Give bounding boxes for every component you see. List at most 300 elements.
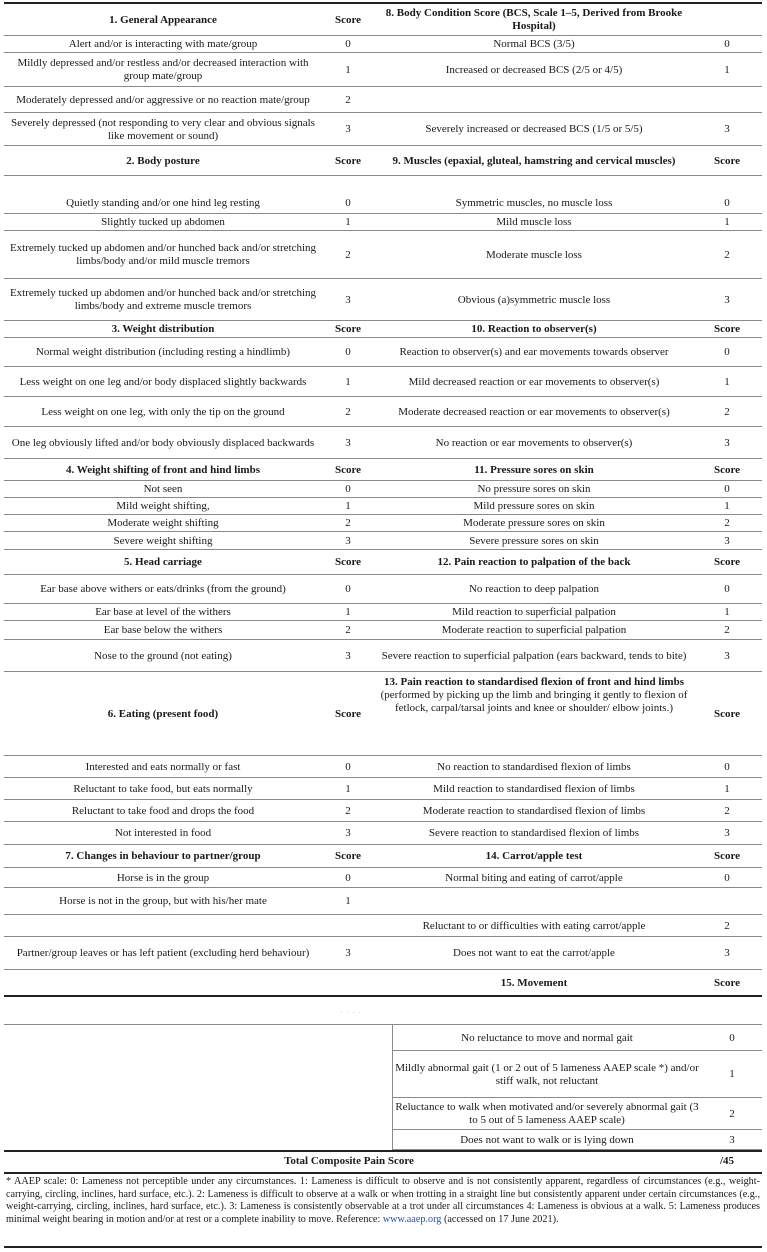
table-row xyxy=(4,498,762,515)
movement-score-text: 2 xyxy=(729,1107,735,1120)
right-score-text: 1 xyxy=(724,782,730,795)
right-score xyxy=(694,604,760,621)
left-description xyxy=(4,87,322,113)
right-score-text: 3 xyxy=(724,827,730,839)
right-description-text: Mild reaction to superficial palpation xyxy=(452,606,616,618)
left-criterion-title-text: 4. Weight shifting of front and hind limbs xyxy=(66,463,260,476)
table-row xyxy=(4,113,762,146)
left-description xyxy=(4,427,322,459)
left-score-text: 2 xyxy=(345,405,351,418)
right-score xyxy=(694,822,760,845)
left-description xyxy=(4,888,322,915)
right-description xyxy=(374,397,694,427)
right-description xyxy=(374,604,694,621)
right-description-text: Severe pressure sores on skin xyxy=(469,534,599,547)
left-score xyxy=(322,604,374,621)
right-score xyxy=(694,800,760,822)
right-score xyxy=(694,214,760,231)
left-score-text: 0 xyxy=(345,197,351,209)
movement-description xyxy=(392,1025,702,1051)
right-description xyxy=(374,778,694,800)
left-description xyxy=(4,575,322,604)
table-row xyxy=(4,214,762,231)
movement-score-label-text: Score xyxy=(713,976,741,989)
left-criterion-title-text: 2. Body posture xyxy=(126,154,200,167)
table-row xyxy=(4,231,762,279)
left-score xyxy=(322,515,374,532)
table-row xyxy=(4,279,762,321)
right-description xyxy=(374,822,694,845)
left-description xyxy=(4,915,322,937)
right-score xyxy=(694,888,760,915)
right-score xyxy=(694,915,760,937)
right-description-text: No reaction or ear movements to observer(s) xyxy=(435,436,633,449)
left-description xyxy=(4,113,322,146)
table-row xyxy=(4,532,762,550)
left-criterion-title xyxy=(4,146,322,176)
left-score xyxy=(322,87,374,113)
right-score-text: 0 xyxy=(724,871,730,884)
section-header-5 xyxy=(4,550,762,575)
right-description xyxy=(374,640,694,672)
right-criterion-title-text: 12. Pain reaction to palpation of the back xyxy=(437,556,631,568)
left-score-label-text: Score xyxy=(334,323,362,335)
left-description xyxy=(4,532,322,550)
right-score-label xyxy=(694,672,760,756)
left-score-text: 0 xyxy=(345,583,351,595)
left-description xyxy=(4,640,322,672)
footnote-tail: (accessed on 17 June 2021). xyxy=(441,1213,559,1225)
divider xyxy=(4,755,762,756)
left-description xyxy=(4,778,322,800)
right-score-label-text: Score xyxy=(713,154,741,167)
table-row xyxy=(4,822,762,845)
left-description-text: Horse is not in the group, but with his/her mate xyxy=(59,895,267,907)
table-row xyxy=(4,937,762,970)
right-description xyxy=(374,214,694,231)
movement-description-text: Does not want to walk or is lying down xyxy=(460,1133,634,1146)
right-score xyxy=(694,87,760,113)
right-description-text: Severe reaction to standardised flexion of limbs xyxy=(428,827,640,839)
left-score xyxy=(322,621,374,640)
right-description-text: Symmetric muscles, no muscle loss xyxy=(455,197,613,209)
right-criterion-title-text: 10. Reaction to observer(s) xyxy=(471,323,597,335)
left-score-text: 3 xyxy=(345,534,351,547)
left-score-text: 3 xyxy=(345,436,351,449)
left-score-text: 0 xyxy=(345,38,351,50)
movement-description xyxy=(392,1098,702,1130)
left-description-text: Interested and eats normally or fast xyxy=(85,761,241,773)
right-description-text: Mild decreased reaction or ear movements to observer(s) xyxy=(408,375,660,388)
table-row xyxy=(4,87,762,113)
table-row xyxy=(4,397,762,427)
left-score-label-text: Score xyxy=(334,850,362,862)
left-description xyxy=(4,937,322,970)
right-description xyxy=(374,36,694,53)
right-score xyxy=(694,397,760,427)
right-description xyxy=(374,621,694,640)
right-score-label-text: Score xyxy=(713,323,741,335)
right-score-label xyxy=(694,550,760,575)
left-criterion-title-text: 1. General Appearance xyxy=(109,13,217,26)
right-description xyxy=(374,757,694,778)
left-score xyxy=(322,757,374,778)
divider xyxy=(4,1172,762,1174)
left-description xyxy=(4,53,322,87)
left-score xyxy=(322,279,374,321)
right-description xyxy=(374,915,694,937)
right-description xyxy=(374,575,694,604)
table-row xyxy=(4,800,762,822)
left-description-text: Ear base below the withers xyxy=(103,624,223,636)
right-score-text: 2 xyxy=(724,248,730,261)
left-score-label xyxy=(322,845,374,868)
right-criterion-title-text: 9. Muscles (epaxial, gluteal, hamstring and cervical muscles) xyxy=(392,154,676,167)
right-score xyxy=(694,498,760,515)
left-description xyxy=(4,231,322,279)
left-score xyxy=(322,193,374,214)
left-description xyxy=(4,515,322,532)
right-score xyxy=(694,640,760,672)
movement-score xyxy=(702,1098,762,1130)
total-value xyxy=(694,1151,760,1172)
right-score xyxy=(694,53,760,87)
left-description xyxy=(4,481,322,498)
right-criterion-title-text: 14. Carrot/apple test xyxy=(485,850,583,862)
left-score-text: 1 xyxy=(345,216,351,228)
left-description-text: Normal weight distribution (including resting a hindlimb) xyxy=(35,346,291,358)
right-description-text: Mild reaction to standardised flexion of limbs xyxy=(433,782,635,795)
left-description-text: Reluctant to take food, but eats normally xyxy=(73,782,253,795)
right-criterion-title xyxy=(374,4,694,36)
right-score-text: 1 xyxy=(724,216,730,228)
right-score xyxy=(694,279,760,321)
right-score-text: 2 xyxy=(724,517,730,529)
right-score xyxy=(694,231,760,279)
left-description-text: Not seen xyxy=(143,483,183,495)
left-description-text: Ear base above withers or eats/drinks (from the ground) xyxy=(40,583,286,595)
left-description xyxy=(4,800,322,822)
right-score xyxy=(694,575,760,604)
right-description-text: Obvious (a)symmetric muscle loss xyxy=(457,293,611,306)
left-description xyxy=(4,214,322,231)
right-score xyxy=(694,113,760,146)
right-score-text: 3 xyxy=(724,123,730,135)
right-description xyxy=(374,888,694,915)
right-score xyxy=(694,427,760,459)
right-description-text: Reaction to observer(s) and ear movements towards observer xyxy=(399,346,669,358)
left-criterion-title xyxy=(4,550,322,575)
left-criterion-title-text: 7. Changes in behaviour to partner/group xyxy=(65,850,261,862)
movement-description-text: Reluctance to walk when motivated and/or severely abnormal gait (3 to 5 out of 5 lameness AAEP scale) xyxy=(395,1101,699,1126)
left-score-text: 3 xyxy=(345,827,351,839)
left-score-label xyxy=(322,321,374,338)
left-description xyxy=(4,338,322,367)
reference-link[interactable]: www.aaep.org xyxy=(382,1213,442,1225)
left-description-text: Severe weight shifting xyxy=(113,534,213,547)
left-score xyxy=(322,937,374,970)
left-score xyxy=(322,231,374,279)
right-description xyxy=(374,481,694,498)
right-score-text: 1 xyxy=(724,63,730,76)
right-score xyxy=(694,515,760,532)
movement-score xyxy=(702,1025,762,1051)
left-score xyxy=(322,367,374,397)
movement-row xyxy=(4,1025,762,1051)
table-row xyxy=(4,53,762,87)
right-score-text: 0 xyxy=(724,583,730,595)
movement-score xyxy=(702,1051,762,1098)
left-description-text: Moderate weight shifting xyxy=(107,517,219,529)
right-description-text: Normal BCS (3/5) xyxy=(493,38,575,50)
left-description-text: Moderately depressed and/or aggressive or no reaction mate/group xyxy=(16,93,310,106)
divider xyxy=(4,175,762,176)
right-criterion-title xyxy=(374,672,694,756)
movement-description-text: No reluctance to move and normal gait xyxy=(461,1031,633,1044)
section-header-7 xyxy=(4,845,762,868)
table-row xyxy=(4,621,762,640)
movement-score-text: 3 xyxy=(729,1133,735,1146)
left-score-text: 2 xyxy=(345,624,351,636)
right-score xyxy=(694,532,760,550)
left-score-label-text: Score xyxy=(334,154,362,167)
left-score xyxy=(322,778,374,800)
table-row xyxy=(4,193,762,214)
total-label-text: Total Composite Pain Score xyxy=(284,1155,414,1167)
right-score xyxy=(694,36,760,53)
movement-row xyxy=(4,1051,762,1098)
movement-description xyxy=(392,1130,702,1150)
right-description-text: Reluctant to or difficulties with eating carrot/apple xyxy=(422,919,646,932)
left-score-text: 1 xyxy=(345,782,351,795)
right-criterion-note: (performed by picking up the limb and bringing it gently to flexion of fetlock, carpal/tarsal joints and knee or shoulder/ elbow joints.) xyxy=(380,689,688,714)
right-description-text: Severe reaction to superficial palpation (ears backward, tends to bite) xyxy=(381,649,687,662)
left-score-text: 3 xyxy=(345,649,351,662)
section-header-3 xyxy=(4,321,762,338)
right-score-text: 3 xyxy=(724,649,730,662)
left-score-text: 1 xyxy=(345,375,351,388)
table-row xyxy=(4,778,762,800)
left-description-text: Extremely tucked up abdomen and/or hunched back and/or stretching limbs/body and/or mild muscle tremors xyxy=(9,242,317,267)
right-description-text: Severely increased or decreased BCS (1/5 or 5/5) xyxy=(425,123,643,135)
right-score-text: 1 xyxy=(724,500,730,512)
left-description-text: Partner/group leaves or has left patient (excluding herd behaviour) xyxy=(16,947,310,959)
right-score-label xyxy=(694,845,760,868)
table-row xyxy=(4,36,762,53)
left-score xyxy=(322,397,374,427)
right-description-text: Increased or decreased BCS (2/5 or 4/5) xyxy=(445,63,623,76)
footnote xyxy=(6,1176,760,1226)
right-description-text: Mild muscle loss xyxy=(496,216,572,228)
left-score xyxy=(322,427,374,459)
table-row xyxy=(4,888,762,915)
left-score-text: 3 xyxy=(345,123,351,135)
footnote-text: * AAEP scale: 0: Lameness not perceptible under any circumstances. 1: Lameness is difficult to observe and is not consistently apparent, regardless of circumstances (e.g., weight-carrying, circling, inclines, hard surface, etc.). 2: Lameness is difficult to observe at a walk or when trotting in a straight line but consistently apparent under certain circumstances (e.g., weight-carrying, circling, inclines, hard surface, etc.). 3: Lameness is consistently observable at a trot under all circumstances 4: Lameness is obvious at a walk. 5: Lameness produces minimal weight bearing in motion and/or at rest or a complete inability to move. Reference: xyxy=(6,1176,760,1225)
right-criterion-title xyxy=(374,321,694,338)
left-description xyxy=(4,604,322,621)
right-description xyxy=(374,231,694,279)
right-criterion-title-text: 11. Pressure sores on skin xyxy=(474,463,594,476)
table-row xyxy=(4,915,762,937)
left-description xyxy=(4,498,322,515)
left-score-text: 1 xyxy=(345,895,351,907)
left-criterion-title xyxy=(4,4,322,36)
right-score-label xyxy=(694,4,760,36)
left-description-text: Horse is in the group xyxy=(116,871,210,884)
left-description-text: Less weight on one leg, with only the tip on the ground xyxy=(41,405,285,418)
right-description xyxy=(374,338,694,367)
table-row xyxy=(4,367,762,397)
right-description-text: No reaction to deep palpation xyxy=(468,583,600,595)
right-score xyxy=(694,367,760,397)
left-description xyxy=(4,279,322,321)
right-description xyxy=(374,868,694,888)
right-score-label-text: Score xyxy=(713,463,741,476)
section-header-15 xyxy=(4,970,762,996)
left-criterion-title xyxy=(4,672,322,756)
left-score-text: 1 xyxy=(345,500,351,512)
left-description xyxy=(4,367,322,397)
left-score-text: 2 xyxy=(345,248,351,261)
right-score xyxy=(694,868,760,888)
right-description xyxy=(374,515,694,532)
section-header-2 xyxy=(4,146,762,176)
left-score-text: 2 xyxy=(345,517,351,529)
table-row xyxy=(4,868,762,888)
left-score-label xyxy=(322,550,374,575)
right-score-text: 1 xyxy=(724,606,730,618)
left-score xyxy=(322,481,374,498)
right-description-text: Mild pressure sores on skin xyxy=(473,500,595,512)
right-description xyxy=(374,532,694,550)
right-score-text: 2 xyxy=(724,919,730,932)
left-description xyxy=(4,193,322,214)
left-score-text: 0 xyxy=(345,346,351,358)
left-score xyxy=(322,113,374,146)
right-score-text: 0 xyxy=(724,346,730,358)
left-description-text: Reluctant to take food and drops the food xyxy=(71,804,255,817)
right-criterion-title-text: 13. Pain reaction to standardised flexion of front and hind limbs xyxy=(384,676,684,688)
left-criterion-title xyxy=(4,321,322,338)
total-row xyxy=(4,1151,762,1172)
movement-description-text: Mildly abnormal gait (1 or 2 out of 5 lameness AAEP scale *) and/or stiff walk, not reluctant xyxy=(395,1061,699,1087)
left-description-text: Nose to the ground (not eating) xyxy=(94,649,232,662)
left-description xyxy=(4,757,322,778)
left-score xyxy=(322,53,374,87)
left-score-text: 2 xyxy=(345,93,351,106)
table-row xyxy=(4,427,762,459)
right-description-text: Moderate pressure sores on skin xyxy=(463,517,605,529)
right-description-text: Moderate reaction to standardised flexion of limbs xyxy=(422,804,646,817)
table-row xyxy=(4,515,762,532)
right-score xyxy=(694,338,760,367)
left-score-text: 2 xyxy=(345,804,351,817)
right-score-label xyxy=(694,459,760,481)
right-score-text: 3 xyxy=(724,534,730,547)
left-score-text: 1 xyxy=(345,63,351,76)
right-score xyxy=(694,481,760,498)
left-score xyxy=(322,640,374,672)
right-score-label-text: Score xyxy=(713,850,741,862)
left-description-text: Extremely tucked up abdomen and/or hunched back and/or stretching limbs/body and extreme muscle tremors xyxy=(9,287,317,312)
right-score xyxy=(694,621,760,640)
right-description-text: Moderate decreased reaction or ear movements to observer(s) xyxy=(398,405,670,418)
right-score xyxy=(694,778,760,800)
movement-row xyxy=(4,1130,762,1150)
right-description xyxy=(374,800,694,822)
divider xyxy=(4,1246,762,1248)
movement-score-label xyxy=(694,970,760,996)
right-score-text: 3 xyxy=(724,293,730,306)
left-score-label-text: Score xyxy=(334,13,362,26)
left-description-text: Severely depressed (not responding to very clear and obvious signals like movement or sound) xyxy=(11,116,315,142)
left-criterion-title-text: 5. Head carriage xyxy=(124,556,202,568)
divider xyxy=(392,1025,393,1150)
left-criterion-title xyxy=(4,459,322,481)
left-description-text: Ear base at level of the withers xyxy=(95,606,231,618)
left-score-label xyxy=(322,672,374,756)
right-criterion-title xyxy=(374,146,694,176)
left-description-text: Mildly depressed and/or restless and/or decreased interaction with group mate/group xyxy=(17,57,309,82)
total-label xyxy=(4,1151,694,1172)
left-score xyxy=(322,532,374,550)
right-criterion-title-text: 8. Body Condition Score (BCS, Scale 1–5, Derived from Brooke Hospital) xyxy=(385,7,683,32)
section-header-6 xyxy=(4,672,762,756)
table-row xyxy=(4,604,762,621)
right-score-text: 3 xyxy=(724,436,730,449)
right-criterion-title xyxy=(374,845,694,868)
left-score-label xyxy=(322,4,374,36)
right-description xyxy=(374,193,694,214)
movement-title-text: 15. Movement xyxy=(500,976,568,989)
left-score-text: 1 xyxy=(345,606,351,618)
right-description xyxy=(374,367,694,397)
right-description xyxy=(374,87,694,113)
left-description-text: Less weight on one leg and/or body displaced slightly backwards xyxy=(19,375,307,388)
left-score-text: 3 xyxy=(345,947,351,959)
right-description-text: Moderate reaction to superficial palpation xyxy=(441,624,627,636)
right-description xyxy=(374,937,694,970)
right-score-text: 0 xyxy=(724,483,730,495)
left-description-text: One leg obviously lifted and/or body obviously displaced backwards xyxy=(11,436,315,449)
movement-title xyxy=(374,970,694,996)
divider xyxy=(4,1150,762,1152)
left-description xyxy=(4,822,322,845)
divider xyxy=(4,995,762,997)
section-header-1 xyxy=(4,4,762,36)
movement-score-text: 0 xyxy=(729,1031,735,1044)
left-description-text: Not interested in food xyxy=(114,827,212,839)
left-description xyxy=(4,868,322,888)
section-header-4 xyxy=(4,459,762,481)
left-score xyxy=(322,498,374,515)
left-score xyxy=(322,822,374,845)
left-score xyxy=(322,915,374,937)
right-description xyxy=(374,427,694,459)
right-score xyxy=(694,757,760,778)
left-score xyxy=(322,800,374,822)
right-score-text: 0 xyxy=(724,197,730,209)
right-score-text: 2 xyxy=(724,804,730,817)
right-score-text: 2 xyxy=(724,624,730,636)
table-row xyxy=(4,757,762,778)
left-score-label-text: Score xyxy=(334,556,362,568)
left-score-label-text: Score xyxy=(334,707,362,720)
left-score-label xyxy=(322,459,374,481)
right-score-text: 1 xyxy=(724,375,730,388)
left-description xyxy=(4,36,322,53)
table-row xyxy=(4,640,762,672)
